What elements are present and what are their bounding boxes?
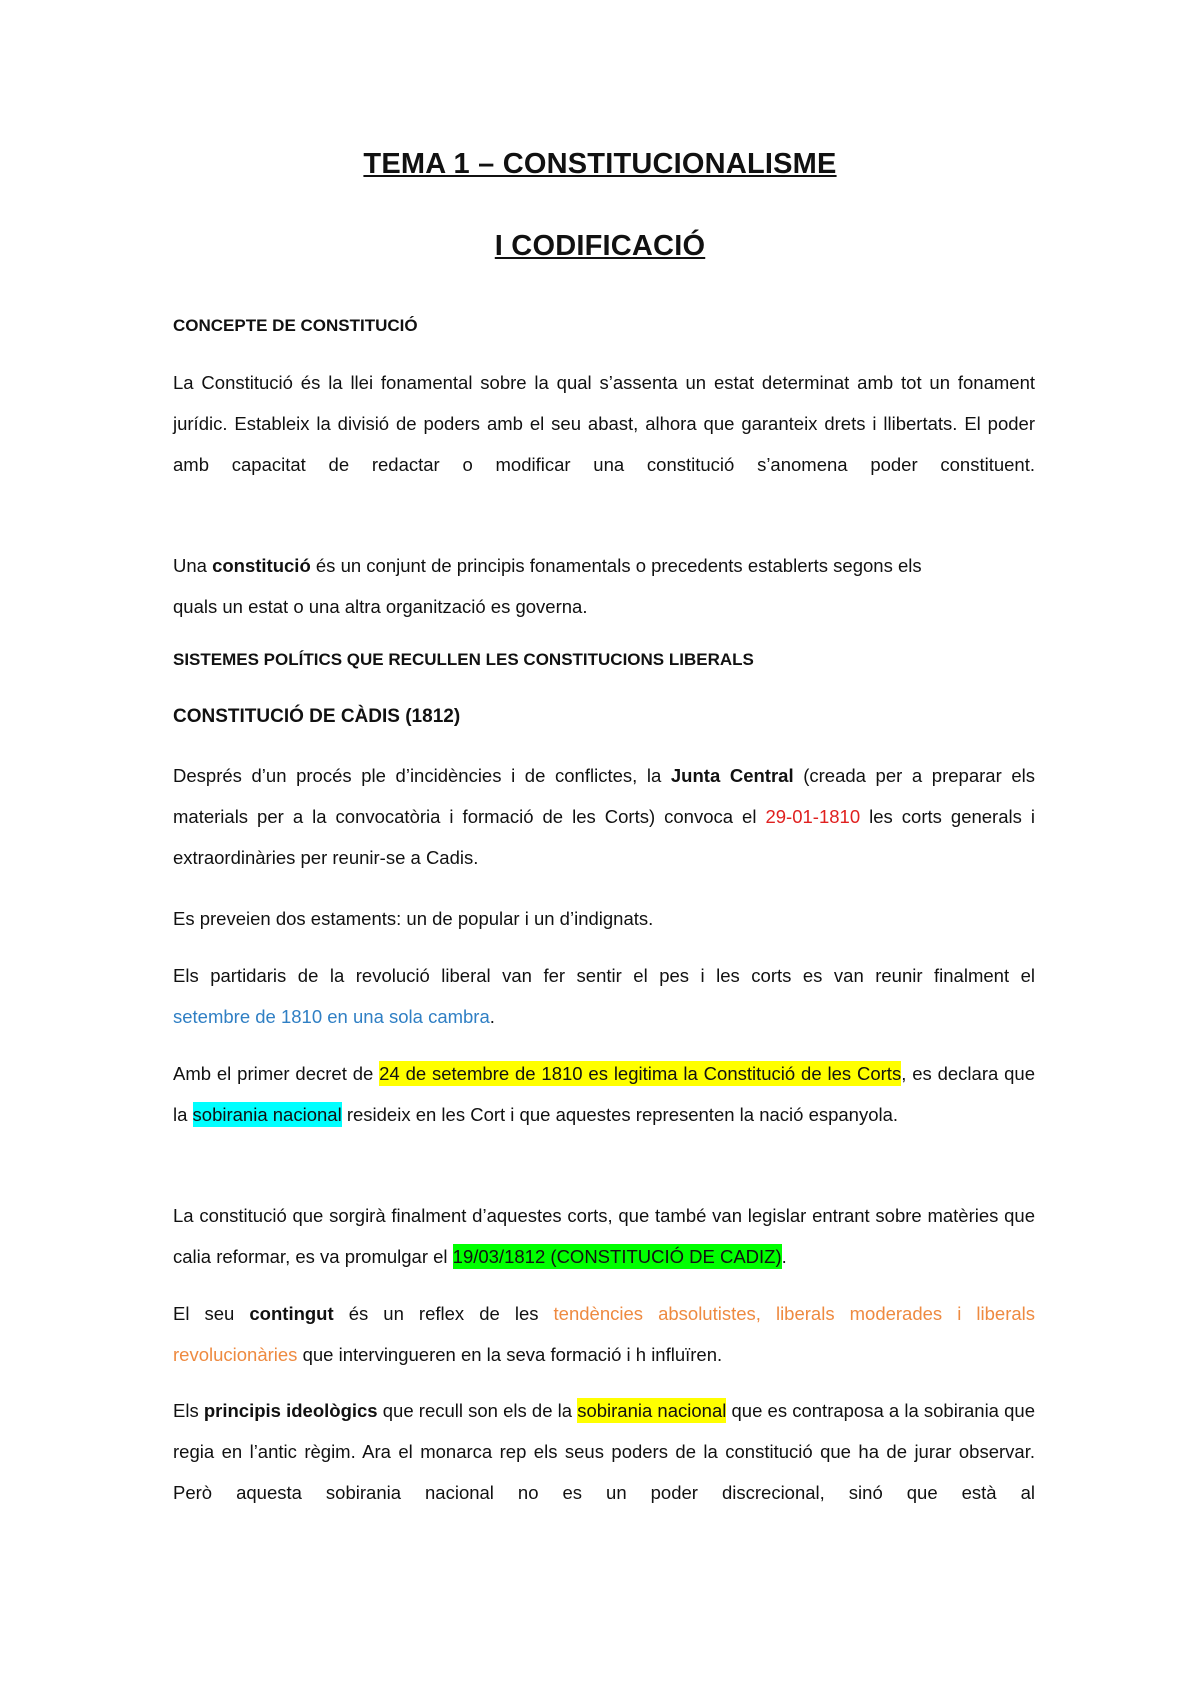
document-title: TEMA 1 – CONSTITUCIONALISME: [363, 148, 837, 180]
paragraph-constitucio: [173, 545, 1035, 627]
document-subtitle: I CODIFICACIÓ: [494, 230, 706, 262]
emphasis-principis: principis ideològics: [203, 1400, 378, 1421]
green-highlight-date: 19/03/1812 (CONSTITUCIÓ DE CADIZ): [452, 1246, 782, 1267]
paragraph-constitucio-line1: Una constitució és un conjunt de principis fonamentals o precedents establerts segons els: [173, 555, 922, 576]
section-heading-sistemes: SISTEMES POLÍTICS QUE RECULLEN LES CONSTITUCIONS LIBERALS: [173, 650, 754, 669]
paragraph-partidaris: Els partidaris de la revolució liberal van fer sentir el pes i les corts es van reunir finalment el setembre de 1810 en una sola cambra.: [173, 965, 1035, 1027]
date-red: 29-01-1810: [765, 806, 861, 827]
paragraph-promulgacio: La constitució que sorgirà finalment d’aquestes corts, que també van legislar entrant sobre matèries que calia reformar, es va promulgar el 19/03/1812 (CONSTITUCIÓ DE CADIZ).: [173, 1205, 1035, 1267]
cyan-highlight-sobirania: sobirania nacional: [192, 1104, 342, 1125]
emphasis-contingut: contingut: [249, 1303, 334, 1324]
section-heading-cadis: CONSTITUCIÓ DE CÀDIS (1812): [173, 706, 461, 727]
yellow-highlight-sobirania: sobirania nacional: [577, 1400, 727, 1421]
yellow-highlight-decret: 24 de setembre de 1810 es legitima la Constitució de les Corts: [379, 1063, 902, 1084]
section-heading-concepte: CONCEPTE DE CONSTITUCIÓ: [173, 316, 418, 335]
paragraph-contingut: El seu contingut és un reflex de les tendències absolutistes, liberals moderades i liberals revolucionàries que intervingueren en la seva formació i h influïren.: [173, 1303, 1035, 1365]
paragraph-definition: La Constitució és la llei fonamental sobre la qual s’assenta un estat determinat amb tot un fonament jurídic. Estableix la divisió de poders amb el seu abast, alhora que garanteix drets i llibertats. El poder amb capacitat de redactar o modificar una constitució s’anomena poder constituent.: [173, 372, 1035, 475]
paragraph-estaments: Es preveien dos estaments: un de popular i un d’indignats.: [173, 908, 654, 929]
blue-highlight-text: setembre de 1810 en una sola cambra: [173, 1006, 490, 1027]
paragraph-decret: Amb el primer decret de 24 de setembre de 1810 es legitima la Constitució de les Corts, es declara que la sobirania nacional resideix en les Cort i que aquestes representen la nació espanyola.: [173, 1063, 1035, 1125]
emphasis-junta-central: Junta Central: [670, 765, 794, 786]
paragraph-principis: Els principis ideològics que recull son els de la sobirania nacional que es contraposa a la sobirania que regia en l’antic règim. Ara el monarca rep els seus poders de la constitució que ha de jurar observar. Però aquesta sobirania nacional no es un poder discrecional, sinó que està al: [173, 1400, 1035, 1503]
paragraph-constitucio-line2: quals un estat o una altra organització es governa.: [173, 596, 588, 617]
paragraph-junta-central: Després d’un procés ple d’incidències i de conflictes, la Junta Central (creada per a preparar els materials per a la convocatòria i formació de les Corts) convoca el 29-01-1810 les corts generals i extraordinàries per reunir-se a Cadis.: [173, 765, 1036, 868]
emphasis-constitucio: constitució: [212, 555, 311, 576]
orange-highlight-text: tendències absolutistes, liberals moderades i liberals revolucionàries: [173, 1303, 1035, 1365]
